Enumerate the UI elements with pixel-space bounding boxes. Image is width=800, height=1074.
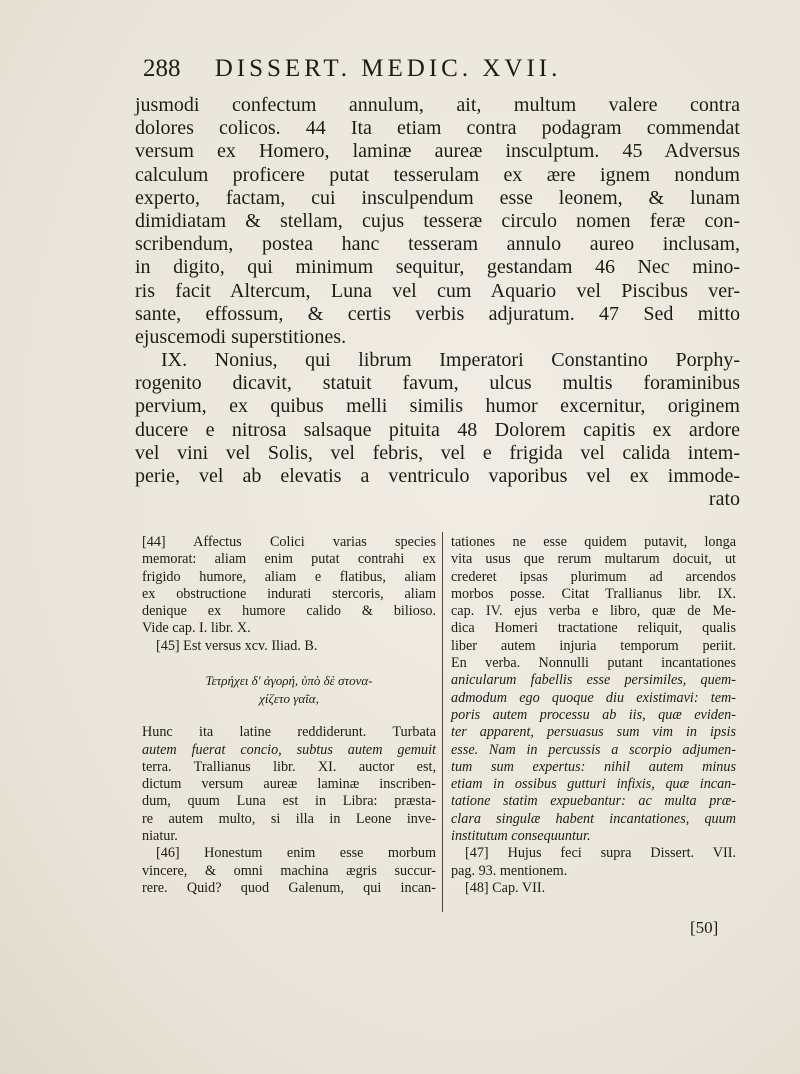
footnote-line: liber autem injuria temporum periit. xyxy=(451,637,736,654)
text-line: experto, factam, cui insculpendum esse leonem, & lunam xyxy=(135,186,740,209)
footnote-line: dum, quum Luna est in Libra: præsta- xyxy=(142,793,436,810)
footnote-line: memorat: aliam enim putat contrahi ex xyxy=(142,551,436,568)
footnote-line: institutum consequuntur. xyxy=(451,828,591,845)
footnote-line: ex obstructione indurati stercoris, aliam xyxy=(142,585,436,602)
text-line: perie, vel ab elevatis a ventriculo vaporibus vel ex immode- xyxy=(135,465,740,487)
footnote-line: rere. Quid? quod Galenum, qui incan- xyxy=(142,879,436,896)
footnotes-left-column xyxy=(142,534,436,897)
footnote-line: terra. Trallianus libr. XI. auctor est, xyxy=(142,758,436,775)
catch-line: rato xyxy=(708,488,740,511)
footnote-line: vita usus que rerum multarum docuit, ut xyxy=(451,551,736,568)
footnote-line: tum sum expertus: nihil autem minus xyxy=(451,758,736,775)
footnote-line: [44] Affectus Colici varias species xyxy=(142,534,436,550)
footnote-line: dictum versum aureæ laminæ inscriben- xyxy=(142,776,436,793)
footnote-line: En verba. Nonnulli putant incantationes xyxy=(451,655,736,672)
running-title: DISSERT. MEDIC. XVII. xyxy=(214,55,562,82)
text-line: jusmodi confectum annulum, ait, multum valere contra xyxy=(135,94,740,116)
spacer xyxy=(142,707,436,724)
spacer xyxy=(142,655,436,672)
footnote-line: niatur. xyxy=(142,828,178,845)
page-number: 288 xyxy=(143,55,181,82)
catchword: [50] xyxy=(690,918,719,937)
greek-verse-line: Τετρήχει δ' ἀγορή, ὑπὸ δὲ στονα- xyxy=(205,673,373,689)
footnote-line: anicularum fabellis esse persimiles, quem- xyxy=(451,672,736,689)
footnote-line: etiam in ossibus gutturi infixis, quæ incan- xyxy=(451,776,736,793)
footnote-line: frigido humore, aliam e flatibus, aliam xyxy=(142,568,436,585)
footnote-line: denique ex humore calido & bilioso. xyxy=(142,603,436,620)
footnote-line: [47] Hujus feci supra Dissert. VII. xyxy=(465,845,736,862)
text-line: pervium, ex quibus melli similis humor excernitur, originem xyxy=(135,395,740,418)
footnotes-right-column xyxy=(451,534,736,897)
footnote-line: pag. 93. mentionem. xyxy=(451,862,568,879)
footnote-line: vincere, & omni machina ægris succur- xyxy=(142,862,436,879)
footnote-line: esse. Nam in percussis a scorpio adjumen- xyxy=(451,741,736,758)
footnote-line: dica Homeri tractatione reliquit, qualis xyxy=(451,620,736,637)
footnote-line: autem fuerat concio, subtus autem gemuit xyxy=(142,741,436,758)
footnote-line: poris autem processu ab iis, quæ eviden- xyxy=(451,706,736,723)
footnote-line: [46] Honestum enim esse morbum xyxy=(156,845,436,862)
footnote-line: ter apparent, persuasus sum vim in ipsis xyxy=(451,724,736,741)
column-divider xyxy=(442,532,443,912)
footnote-line: morbos posse. Citat Trallianus libr. IX. xyxy=(451,585,736,602)
text-line: rogenito dicavit, statuit favum, ulcus multis foraminibus xyxy=(135,372,740,395)
text-line: scribendum, postea hanc tesseram annulo aureo inclusam, xyxy=(135,233,740,256)
section-heading-line: IX. Nonius, qui librum Imperatori Constantino Porphy- xyxy=(161,349,740,372)
main-text-block xyxy=(135,94,740,511)
text-line: dimidiatam & stellam, cujus tesseræ circulo nomen feræ con- xyxy=(135,209,740,232)
text-line: ris facit Altercum, Luna vel cum Aquario vel Piscibus ver- xyxy=(135,279,740,302)
footnote-line: tationes ne esse quidem putavit, longa xyxy=(451,534,736,550)
footnote-line: crederet ipsas plurimum ad arcendos xyxy=(451,568,736,585)
running-header xyxy=(143,55,743,83)
footnote-line: admodum ego quoque diu existimavi: tem- xyxy=(451,689,736,706)
footnote-line: [45] Est versus xcv. Iliad. B. xyxy=(156,637,318,654)
footnote-line: cap. IV. ejus verba e libro, quæ de Me- xyxy=(451,603,736,620)
footnote-line: re autem multo, si illa in Leone inve- xyxy=(142,810,436,827)
footnote-line: tatione statim expuebantur: ac multa præ- xyxy=(451,793,736,810)
text-line: calculum proficere putat tesserulam ex ære ignem nondum xyxy=(135,163,740,186)
footnote-line: [48] Cap. VII. xyxy=(465,879,546,896)
text-line: in digito, qui minimum sequitur, gestandam 46 Nec mino- xyxy=(135,256,740,279)
greek-verse-line: χίζετο γαῖα, xyxy=(259,690,319,706)
text-line: sante, effossum, & certis verbis adjuratum. 47 Sed mitto xyxy=(135,302,740,325)
text-line: vel vini vel Solis, vel febris, vel e frigida vel calida intem- xyxy=(135,441,740,464)
text-line: dolores colicos. 44 Ita etiam contra podagram commendat xyxy=(135,117,740,140)
text-line: ducere e nitrosa salsaque pituita 48 Dolorem capitis ex ardore xyxy=(135,418,740,441)
text-line: versum ex Homero, laminæ aureæ insculptum. 45 Adversus xyxy=(135,140,740,163)
text-line: ejuscemodi superstitiones. xyxy=(135,325,347,348)
footnote-line: clara singulæ habent incantationes, quum xyxy=(451,810,736,827)
footnote-line: Hunc ita latine reddiderunt. Turbata xyxy=(142,724,436,741)
footnote-line: Vide cap. I. libr. X. xyxy=(142,620,251,637)
